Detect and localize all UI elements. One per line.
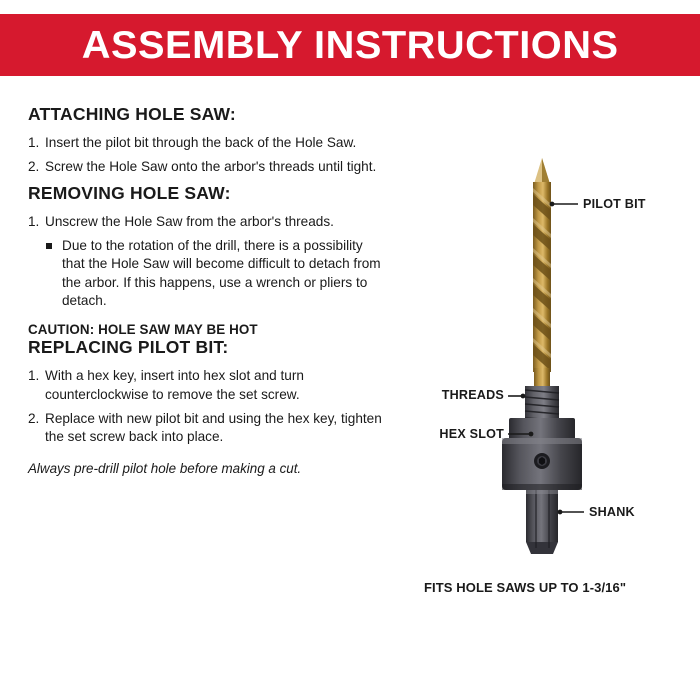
- step-number: 1.: [28, 213, 40, 229]
- step-number: 1.: [28, 135, 40, 150]
- steps-removing: [28, 213, 388, 231]
- section-heading-replacing: REPLACING PILOT BIT:: [28, 337, 229, 358]
- pre-drill-note: Always pre-drill pilot hole before making a cut.: [28, 460, 302, 476]
- callout-label-threads: THREADS: [441, 388, 504, 402]
- step-item: [28, 134, 388, 152]
- steps-attaching: [28, 134, 388, 177]
- capacity-note: FITS HOLE SAWS UP TO 1-3/16": [424, 580, 627, 595]
- step-text: Screw the Hole Saw onto the arbor's threads until tight.: [45, 159, 377, 175]
- step-number: 1.: [28, 368, 40, 384]
- caution-text: CAUTION: HOLE SAW MAY BE HOT: [28, 322, 258, 338]
- step-item: [28, 213, 388, 231]
- step-number: 2.: [28, 159, 40, 175]
- arbor-body-shape: [502, 418, 582, 490]
- callout-label-hex-slot: HEX SLOT: [439, 427, 504, 441]
- shank-shape: [526, 490, 558, 554]
- step-text: Replace with new pilot bit and using the hex key, tighten the set screw back into place.: [45, 411, 382, 445]
- pilot-bit-shape: [533, 158, 551, 390]
- callout-label-pilot-bit: PILOT BIT: [583, 197, 646, 211]
- instructions-column: [28, 104, 388, 476]
- header-banner: [0, 14, 700, 76]
- callout-label-shank: SHANK: [589, 505, 635, 519]
- tool-diagram: [390, 150, 690, 620]
- steps-replacing: [28, 367, 388, 446]
- bullets-removing: [28, 237, 388, 310]
- arbor-illustration: [390, 150, 690, 620]
- threads-shape: [525, 386, 559, 420]
- bullet-item: Due to the rotation of the drill, there is a possibility that the Hole Saw will become difficult to detach from the arbor. If this happens, use a wrench or pliers to detach.: [46, 237, 388, 310]
- section-heading-attaching: ATTACHING HOLE SAW:: [28, 104, 236, 124]
- step-text: With a hex key, insert into hex slot and turn counterclockwise to remove the set screw.: [45, 368, 304, 402]
- step-item: [28, 158, 388, 176]
- page-title: ASSEMBLY INSTRUCTIONS: [81, 23, 619, 67]
- section-heading-removing: REMOVING HOLE SAW:: [28, 182, 231, 203]
- step-item: [28, 367, 388, 404]
- step-text: Unscrew the Hole Saw from the arbor's threads.: [45, 213, 334, 229]
- step-item: [28, 410, 388, 447]
- step-text: Insert the pilot bit through the back of the Hole Saw.: [45, 135, 357, 150]
- step-number: 2.: [28, 411, 40, 427]
